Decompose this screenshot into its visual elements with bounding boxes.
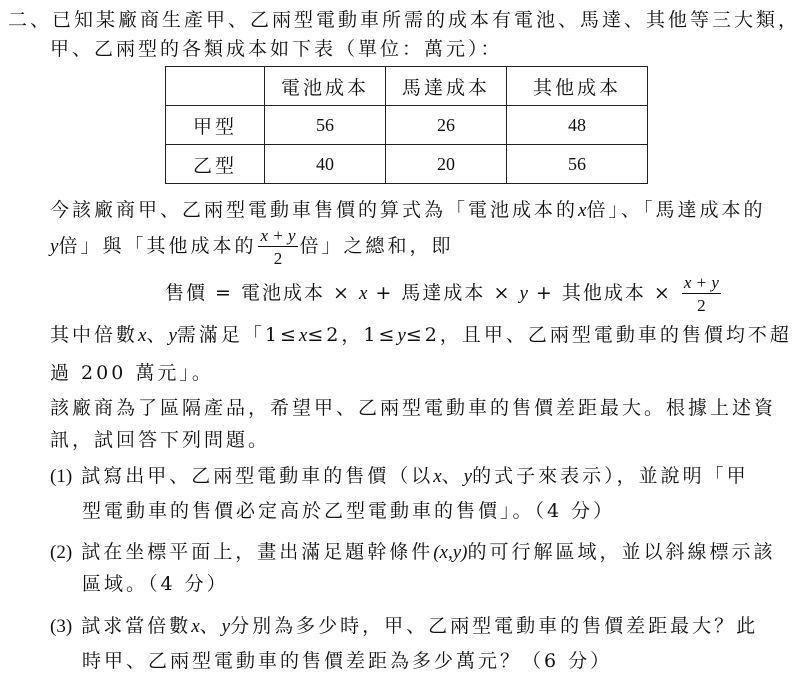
- pricing-description-line1: [50, 198, 765, 223]
- table-cell: 40: [265, 145, 386, 184]
- question-2-line2: 區域。（4 分）: [82, 573, 229, 595]
- table-header-cell: 馬達成本: [386, 67, 507, 106]
- row-label: 乙型: [166, 145, 265, 184]
- row-label: 甲型: [166, 106, 265, 145]
- question-3-line2: 時甲、乙兩型電動車的售價差距為多少萬元？（6 分）: [82, 650, 613, 672]
- coordinate-pair: (x,y): [433, 542, 468, 563]
- variable-x: x: [578, 200, 587, 221]
- variable-x: x: [433, 466, 442, 487]
- variable-x: x: [359, 283, 368, 304]
- variable-x: x: [298, 325, 308, 346]
- problem-intro-line1: 二、已知某廠商生產甲、乙兩型電動車所需的成本有電池、馬達、其他等三大類，: [8, 9, 800, 31]
- text-segment: 倍」與「其他成本的: [58, 235, 257, 257]
- variable-y: y: [397, 325, 406, 346]
- text-segment: 的式子來表示），並說明「甲: [472, 465, 749, 487]
- price-formula: [165, 271, 723, 316]
- text-segment: 倍」、「馬達成本的: [586, 199, 766, 221]
- pricing-description-line2: [50, 224, 454, 269]
- fraction-x-plus-y-over-2: $\frac{x + y}{2}$: [260, 226, 296, 268]
- question-3-line1: [50, 614, 758, 639]
- variable-y: y: [221, 616, 231, 637]
- text-segment: 其中倍數: [50, 324, 139, 346]
- constraint-line2: 過 200 萬元」。: [50, 362, 214, 384]
- fraction-x-plus-y-over-2: $\frac{x + y}{2}$: [683, 273, 719, 315]
- problem-intro-line2: 甲、乙兩型的各類成本如下表（單位：萬元）：: [50, 38, 503, 60]
- text-segment: 需滿足「1≤: [176, 324, 299, 346]
- table-cell: 56: [265, 106, 386, 145]
- question-1-line1: [50, 464, 749, 489]
- text-segment: 的可行解區域，並以斜線標示該: [467, 541, 776, 563]
- table-header-cell: 其他成本: [507, 67, 648, 106]
- text-segment: 試寫出甲、乙兩型電動車的售價（以: [81, 465, 434, 487]
- question-number: (1): [50, 466, 73, 487]
- text-segment: ≤2，1≤: [307, 324, 398, 346]
- goal-line2: 訊，試回答下列問題。: [50, 429, 271, 451]
- question-1-line2: 型電動車的售價必定高於乙型電動車的售價」。（4 分）: [82, 500, 616, 522]
- text-segment: 試求當倍數: [81, 615, 192, 637]
- text-segment: 、: [199, 615, 222, 637]
- table-cell: 48: [507, 106, 648, 145]
- variable-x: x: [138, 325, 147, 346]
- text-segment: + 其他成本 ×: [527, 282, 680, 304]
- table-row: [166, 145, 648, 184]
- text-segment: 今該廠商甲、乙兩型電動車售價的算式為「電池成本的: [50, 199, 579, 221]
- table-header-cell: [166, 67, 265, 106]
- goal-line1: 該廠商為了區隔產品，希望甲、乙兩型電動車的售價差距最大。根據上述資: [50, 397, 777, 419]
- text-segment: 倍」之總和，即: [299, 235, 454, 257]
- constraint-line1: [50, 323, 792, 348]
- table-row: [166, 106, 648, 145]
- question-2-line1: [50, 540, 776, 565]
- variable-x: x: [191, 616, 200, 637]
- cost-table: [165, 66, 648, 184]
- table-cell: 56: [507, 145, 648, 184]
- text-segment: ≤2，且甲、乙兩型電動車的售價均不超: [405, 324, 792, 346]
- table-cell: 20: [386, 145, 507, 184]
- text-segment: 、: [441, 465, 464, 487]
- text-segment: 試在坐標平面上，畫出滿足題幹條件: [81, 541, 434, 563]
- variable-y: y: [463, 466, 473, 487]
- text-segment: 分別為多少時，甲、乙兩型電動車的售價差距最大？此: [230, 615, 759, 637]
- text-segment: 、: [146, 324, 169, 346]
- variable-y: y: [168, 325, 177, 346]
- table-header-row: [166, 67, 648, 106]
- question-number: (2): [50, 542, 73, 563]
- table-header-cell: 電池成本: [265, 67, 386, 106]
- text-segment: + 馬達成本 ×: [367, 282, 520, 304]
- text-segment: 售價 = 電池成本 ×: [165, 282, 359, 304]
- variable-y: y: [50, 236, 59, 257]
- table-cell: 26: [386, 106, 507, 145]
- question-number: (3): [50, 616, 73, 637]
- variable-y: y: [519, 283, 528, 304]
